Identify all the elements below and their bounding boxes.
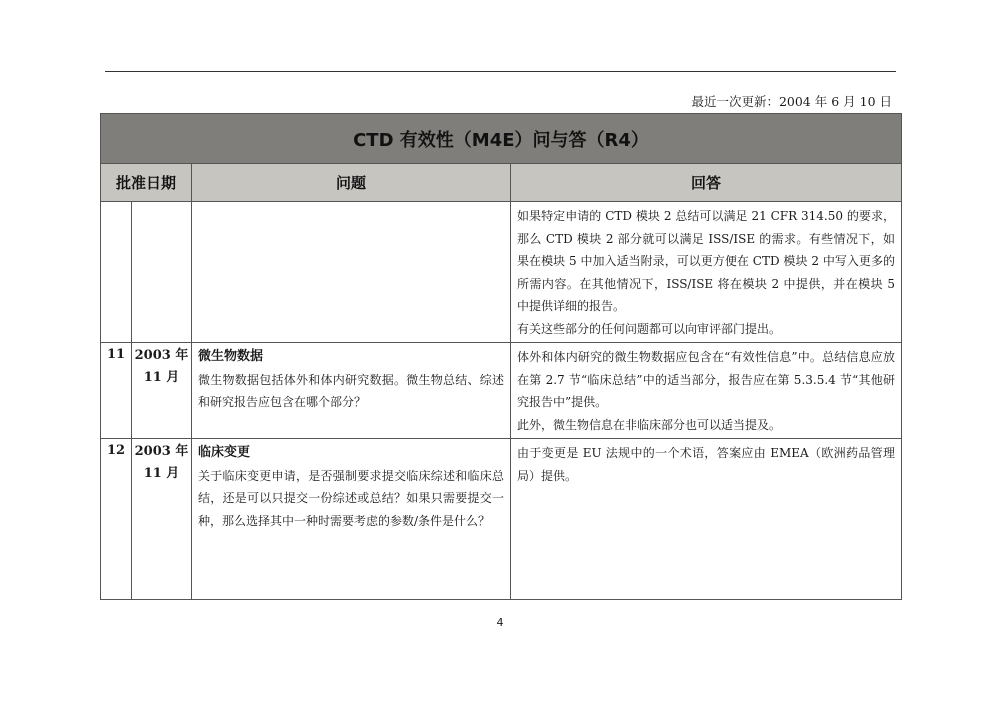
row-date bbox=[132, 439, 192, 600]
answer-paragraph: 由于变更是 EU 法规中的一个术语，答案应由 EMEA（欧洲药品管理局）提供。 bbox=[517, 446, 895, 483]
row-date bbox=[132, 202, 192, 343]
table-row bbox=[101, 439, 902, 600]
question-text: 微生物数据包括体外和体内研究数据。微生物总结、综述和研究报告应包含在哪个部分？ bbox=[198, 372, 504, 409]
answer-paragraph: 有关这些部分的任何问题都可以向审评部门提出。 bbox=[517, 321, 782, 336]
table-row-continued bbox=[101, 202, 902, 343]
question-title: 微生物数据 bbox=[198, 349, 264, 364]
question-title: 临床变更 bbox=[198, 445, 251, 460]
header-rule bbox=[105, 71, 896, 72]
row-date bbox=[132, 343, 192, 439]
column-header-date: 批准日期 bbox=[101, 164, 192, 202]
column-header-answer: 回答 bbox=[511, 164, 902, 202]
row-date-month: 11 月 bbox=[143, 370, 180, 385]
row-date-year: 2003 年 bbox=[134, 348, 189, 363]
row-answer bbox=[511, 202, 902, 343]
table-title-row bbox=[101, 114, 902, 164]
row-date-year: 2003 年 bbox=[134, 444, 189, 459]
row-question bbox=[192, 202, 511, 343]
row-question bbox=[192, 439, 511, 600]
row-number: 11 bbox=[101, 343, 132, 439]
row-number bbox=[101, 202, 132, 343]
row-question bbox=[192, 343, 511, 439]
table-row bbox=[101, 343, 902, 439]
question-text: 关于临床变更申请，是否强制要求提交临床综述和临床总结，还是可以只提交一份综述或总结？如果只需要提交一种，那么选择其中一种时需要考虑的参数/条件是什么？ bbox=[198, 468, 504, 528]
table-title: CTD 有效性（M4E）问与答（R4） bbox=[101, 114, 902, 164]
row-answer bbox=[511, 343, 902, 439]
table-header-row bbox=[101, 164, 902, 202]
row-answer bbox=[511, 439, 902, 600]
last-updated: 最近一次更新：2004 年 6 月 10 日 bbox=[691, 94, 892, 109]
answer-paragraph: 此外，微生物信息在非临床部分也可以适当提及。 bbox=[517, 417, 782, 432]
answer-paragraph: 体外和体内研究的微生物数据应包含在“有效性信息”中。总结信息应放在第 2.7 节“临床总结”中的适当部分，报告应在第 5.3.5.4 节“其他研究报告中”提供。 bbox=[517, 350, 895, 409]
answer-paragraph: 如果特定申请的 CTD 模块 2 总结可以满足 21 CFR 314.50 的要求，那么 CTD 模块 2 部分就可以满足 ISS/ISE 的需求。有些情况下，如果在模块 5 中加入适当附录，可以更方便在 CTD 模块 2 中写入更多的所需内容。在其他情况下，ISS/ISE 将在模块 2 中提供，并在模块 5 中提供详细的报告。 bbox=[517, 209, 895, 313]
row-number: 12 bbox=[101, 439, 132, 600]
page-number: 4 bbox=[496, 616, 504, 629]
row-date-month: 11 月 bbox=[143, 466, 180, 481]
column-header-question: 问题 bbox=[192, 164, 511, 202]
qa-table bbox=[100, 113, 902, 600]
